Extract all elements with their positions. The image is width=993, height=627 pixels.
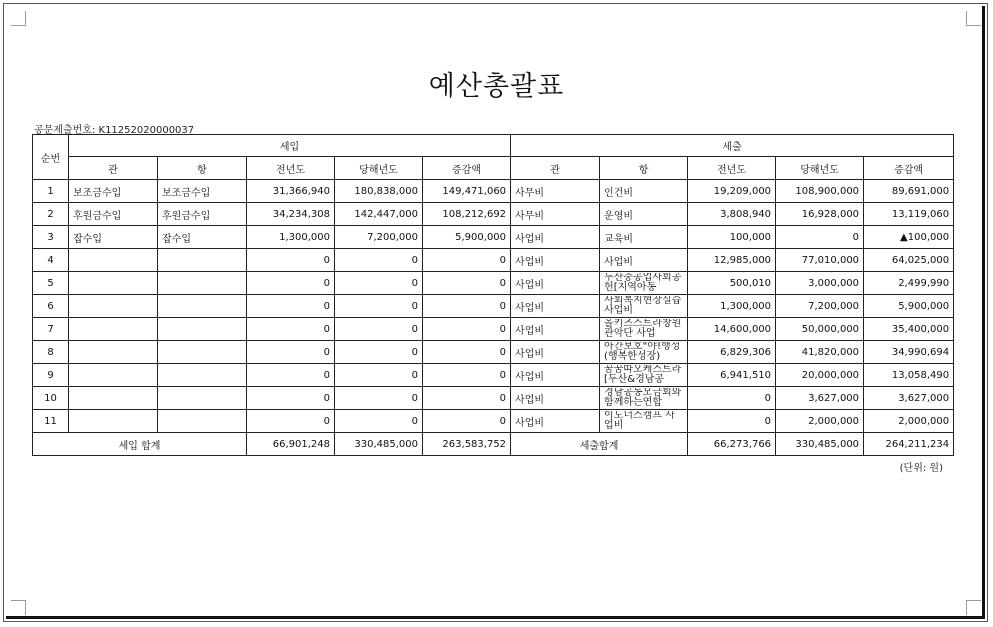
cell-exp-prev: 6,829,306 (688, 341, 776, 364)
cell-exp-curr: 7,200,000 (776, 295, 864, 318)
table-row (33, 203, 954, 226)
cell-exp-prev: 6,941,510 (688, 364, 776, 387)
cell-exp-curr: 0 (776, 226, 864, 249)
cell-rev-gwan (69, 364, 158, 387)
cell-rev-diff: 0 (423, 272, 511, 295)
cell-exp-prev: 100,000 (688, 226, 776, 249)
cell-exp-diff: 13,119,060 (864, 203, 954, 226)
cell-exp-curr: 41,820,000 (776, 341, 864, 364)
cell-rev-curr: 0 (335, 341, 423, 364)
table-row (33, 272, 954, 295)
cell-seq: 3 (33, 226, 69, 249)
cell-exp-gwan: 사업비 (511, 364, 600, 387)
cell-seq: 6 (33, 295, 69, 318)
table-row (33, 180, 954, 203)
cell-rev-hang (158, 272, 247, 295)
crop-mark-bottom-right (966, 600, 981, 615)
cell-exp-prev: 0 (688, 387, 776, 410)
cell-rev-gwan (69, 272, 158, 295)
table-row (33, 387, 954, 410)
header-seq: 순번 (33, 135, 69, 180)
cell-exp-prev: 12,985,000 (688, 249, 776, 272)
revenue-total-prev: 66,901,248 (247, 433, 335, 456)
cell-rev-hang (158, 295, 247, 318)
cell-rev-prev: 0 (247, 341, 335, 364)
cell-exp-diff: 2,000,000 (864, 410, 954, 433)
cell-exp-curr: 3,627,000 (776, 387, 864, 410)
cell-exp-hang (600, 410, 688, 433)
cell-exp-diff: ▲100,000 (864, 226, 954, 249)
cell-exp-hang-text: 두산중공업사회공헌[지역아동 (604, 273, 682, 293)
header-expense: 세출 (511, 135, 954, 157)
table-row (33, 226, 954, 249)
header-exp-diff: 증감액 (864, 157, 954, 180)
cell-exp-curr: 50,000,000 (776, 318, 864, 341)
document-number: 공문제출번호: K11252020000037 (34, 125, 195, 136)
cell-rev-gwan: 잡수입 (69, 226, 158, 249)
cell-exp-gwan: 사업비 (511, 226, 600, 249)
cell-rev-prev: 34,234,308 (247, 203, 335, 226)
cell-rev-curr: 7,200,000 (335, 226, 423, 249)
cell-rev-hang: 후원금수입 (158, 203, 247, 226)
cell-exp-gwan: 사업비 (511, 272, 600, 295)
cell-exp-hang: 사업비 (600, 249, 688, 272)
cell-rev-curr: 0 (335, 387, 423, 410)
cell-rev-gwan (69, 387, 158, 410)
cell-seq: 9 (33, 364, 69, 387)
table-row (33, 410, 954, 433)
budget-summary-table (32, 134, 954, 456)
table-row (33, 318, 954, 341)
cell-rev-curr: 0 (335, 249, 423, 272)
cell-exp-gwan: 사업비 (511, 387, 600, 410)
header-exp-prev: 전년도 (688, 157, 776, 180)
cell-exp-diff: 3,627,000 (864, 387, 954, 410)
cell-exp-diff: 2,499,990 (864, 272, 954, 295)
cell-rev-hang (158, 410, 247, 433)
expense-total-diff: 264,211,234 (864, 433, 954, 456)
cell-rev-curr: 0 (335, 272, 423, 295)
cell-rev-hang (158, 318, 247, 341)
header-rev-diff: 증감액 (423, 157, 511, 180)
cell-rev-curr: 0 (335, 364, 423, 387)
cell-rev-diff: 108,212,692 (423, 203, 511, 226)
header-exp-curr: 당해년도 (776, 157, 864, 180)
cell-rev-diff: 0 (423, 341, 511, 364)
expense-total-prev: 66,273,766 (688, 433, 776, 456)
cell-rev-hang (158, 341, 247, 364)
cell-exp-curr: 20,000,000 (776, 364, 864, 387)
cell-exp-prev: 19,209,000 (688, 180, 776, 203)
cell-seq: 10 (33, 387, 69, 410)
cell-exp-gwan: 사무비 (511, 180, 600, 203)
cell-seq: 8 (33, 341, 69, 364)
cell-exp-hang-text: 올키즈스트라창원관악단 사업 (604, 319, 682, 339)
revenue-total-curr: 330,485,000 (335, 433, 423, 456)
cell-rev-curr: 0 (335, 295, 423, 318)
cell-rev-diff: 5,900,000 (423, 226, 511, 249)
table-row (33, 249, 954, 272)
header-rev-hang: 항 (158, 157, 247, 180)
cell-rev-curr: 142,447,000 (335, 203, 423, 226)
cell-exp-hang (600, 341, 688, 364)
header-rev-prev: 전년도 (247, 157, 335, 180)
table-body (33, 180, 954, 433)
cell-rev-gwan (69, 410, 158, 433)
cell-exp-gwan: 사업비 (511, 318, 600, 341)
cell-exp-gwan: 사업비 (511, 341, 600, 364)
cell-exp-hang (600, 318, 688, 341)
cell-seq: 1 (33, 180, 69, 203)
cell-rev-prev: 0 (247, 364, 335, 387)
crop-mark-top-left (11, 11, 26, 26)
cell-rev-diff: 0 (423, 387, 511, 410)
cell-rev-diff: 149,471,060 (423, 180, 511, 203)
unit-note: (단위: 원) (899, 463, 943, 474)
table-row (33, 341, 954, 364)
cell-exp-prev: 500,010 (688, 272, 776, 295)
cell-exp-diff: 89,691,000 (864, 180, 954, 203)
cell-rev-prev: 0 (247, 318, 335, 341)
cell-rev-prev: 31,366,940 (247, 180, 335, 203)
cell-rev-gwan (69, 295, 158, 318)
cell-rev-diff: 0 (423, 249, 511, 272)
cell-rev-curr: 0 (335, 318, 423, 341)
cell-rev-diff: 0 (423, 410, 511, 433)
cell-exp-curr: 77,010,000 (776, 249, 864, 272)
cell-exp-gwan: 사업비 (511, 410, 600, 433)
cell-exp-prev: 1,300,000 (688, 295, 776, 318)
cell-exp-hang: 운영비 (600, 203, 688, 226)
cell-rev-gwan (69, 249, 158, 272)
cell-exp-curr: 16,928,000 (776, 203, 864, 226)
totals-row (33, 433, 954, 456)
cell-rev-prev: 0 (247, 410, 335, 433)
header-rev-curr: 당해년도 (335, 157, 423, 180)
cell-exp-curr: 3,000,000 (776, 272, 864, 295)
cell-rev-hang (158, 364, 247, 387)
revenue-total-label: 세입 합계 (33, 433, 247, 456)
cell-rev-hang (158, 249, 247, 272)
table-row (33, 295, 954, 318)
cell-exp-hang (600, 364, 688, 387)
expense-total-curr: 330,485,000 (776, 433, 864, 456)
cell-exp-diff: 35,400,000 (864, 318, 954, 341)
cell-exp-hang-text: 꿈꿈따오케스트라[두산&경남공 (604, 365, 682, 385)
cell-exp-hang: 인건비 (600, 180, 688, 203)
cell-exp-hang (600, 272, 688, 295)
cell-exp-prev: 14,600,000 (688, 318, 776, 341)
cell-exp-diff: 34,990,694 (864, 341, 954, 364)
cell-exp-diff: 64,025,000 (864, 249, 954, 272)
revenue-total-diff: 263,583,752 (423, 433, 511, 456)
header-exp-gwan: 관 (511, 157, 600, 180)
header-exp-hang: 항 (600, 157, 688, 180)
cell-seq: 11 (33, 410, 69, 433)
cell-rev-prev: 1,300,000 (247, 226, 335, 249)
cell-rev-diff: 0 (423, 295, 511, 318)
cell-rev-curr: 180,838,000 (335, 180, 423, 203)
cell-rev-prev: 0 (247, 295, 335, 318)
cell-rev-gwan: 보조금수입 (69, 180, 158, 203)
cell-exp-hang: 교육비 (600, 226, 688, 249)
cell-exp-hang (600, 295, 688, 318)
cell-rev-hang: 잡수입 (158, 226, 247, 249)
cell-exp-curr: 2,000,000 (776, 410, 864, 433)
cell-seq: 4 (33, 249, 69, 272)
cell-exp-hang-text: 경남공동모금회와함께하는연합 (604, 388, 682, 408)
expense-total-label: 세출합계 (511, 433, 688, 456)
cell-seq: 7 (33, 318, 69, 341)
cell-rev-hang (158, 387, 247, 410)
cell-exp-hang (600, 387, 688, 410)
cell-exp-hang-text: 사회복지현장실습 사업비 (604, 296, 682, 316)
cell-rev-gwan: 후원금수입 (69, 203, 158, 226)
header-revenue: 세입 (69, 135, 511, 157)
cell-exp-diff: 13,058,490 (864, 364, 954, 387)
cell-rev-prev: 0 (247, 272, 335, 295)
cell-exp-hang-text: 이도너스캠프 사업비 (604, 411, 675, 431)
document-title: 예산총괄표 (428, 71, 565, 102)
cell-rev-gwan (69, 318, 158, 341)
cell-seq: 2 (33, 203, 69, 226)
cell-exp-prev: 3,808,940 (688, 203, 776, 226)
cell-exp-hang-text: 아간보호"야!행성(행복한성장) (604, 342, 681, 362)
cell-rev-curr: 0 (335, 410, 423, 433)
cell-exp-curr: 108,900,000 (776, 180, 864, 203)
cell-exp-gwan: 사업비 (511, 295, 600, 318)
crop-mark-bottom-left (11, 600, 26, 615)
cell-rev-diff: 0 (423, 318, 511, 341)
cell-rev-diff: 0 (423, 364, 511, 387)
cell-rev-prev: 0 (247, 387, 335, 410)
table-row (33, 364, 954, 387)
cell-rev-gwan (69, 341, 158, 364)
cell-rev-hang: 보조금수입 (158, 180, 247, 203)
cell-rev-prev: 0 (247, 249, 335, 272)
cell-seq: 5 (33, 272, 69, 295)
cell-exp-prev: 0 (688, 410, 776, 433)
header-rev-gwan: 관 (69, 157, 158, 180)
cell-exp-diff: 5,900,000 (864, 295, 954, 318)
crop-mark-top-right (966, 11, 981, 26)
cell-exp-gwan: 사업비 (511, 249, 600, 272)
cell-exp-gwan: 사무비 (511, 203, 600, 226)
